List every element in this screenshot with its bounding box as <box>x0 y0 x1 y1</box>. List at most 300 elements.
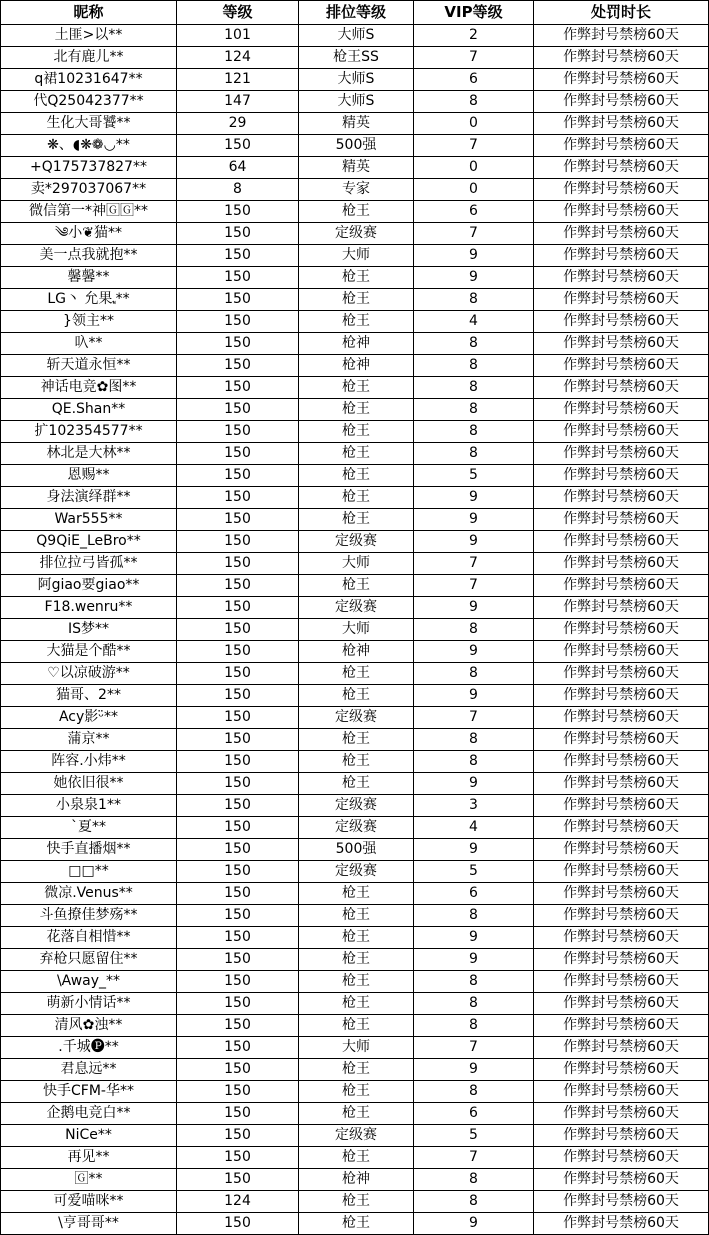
cell-name: NiCe** <box>1 1125 177 1147</box>
cell-penalty: 作弊封号禁榜60天 <box>534 47 709 69</box>
cell-name: LG丶 允果ᤫ** <box>1 289 177 311</box>
cell-name: 身法演绎群** <box>1 487 177 509</box>
cell-vip: 8 <box>414 421 534 443</box>
cell-vip: 8 <box>414 971 534 993</box>
cell-vip: 0 <box>414 179 534 201</box>
table-row <box>1 707 709 729</box>
cell-penalty: 作弊封号禁榜60天 <box>534 311 709 333</box>
cell-level: 150 <box>177 289 299 311</box>
table-row <box>1 949 709 971</box>
cell-rank: 枪神 <box>299 333 414 355</box>
cell-penalty: 作弊封号禁榜60天 <box>534 1059 709 1081</box>
table-row <box>1 1125 709 1147</box>
cell-rank: 大师S <box>299 25 414 47</box>
table-row <box>1 905 709 927</box>
table-row <box>1 1037 709 1059</box>
cell-vip: 4 <box>414 817 534 839</box>
cell-level: 150 <box>177 1081 299 1103</box>
cell-level: 150 <box>177 1037 299 1059</box>
cell-name: 神话电竞✿图** <box>1 377 177 399</box>
cell-vip: 9 <box>414 1213 534 1235</box>
cell-vip: 8 <box>414 1015 534 1037</box>
cell-rank: 枪王 <box>299 1191 414 1213</box>
cell-penalty: 作弊封号禁榜60天 <box>534 399 709 421</box>
cell-rank: 枪王 <box>299 443 414 465</box>
cell-level: 150 <box>177 927 299 949</box>
table-row <box>1 619 709 641</box>
table-row <box>1 135 709 157</box>
table-row <box>1 751 709 773</box>
cell-level: 150 <box>177 663 299 685</box>
cell-name: \亨哥哥** <box>1 1213 177 1235</box>
cell-name: 卖*297037067** <box>1 179 177 201</box>
cell-level: 150 <box>177 597 299 619</box>
cell-penalty: 作弊封号禁榜60天 <box>534 685 709 707</box>
table-row <box>1 1081 709 1103</box>
cell-level: 150 <box>177 443 299 465</box>
table-row <box>1 509 709 531</box>
cell-rank: 枪王 <box>299 751 414 773</box>
cell-rank: 枪王 <box>299 949 414 971</box>
table-row <box>1 597 709 619</box>
cell-vip: 9 <box>414 641 534 663</box>
cell-name: 北有鹿儿** <box>1 47 177 69</box>
table-row <box>1 245 709 267</box>
cell-rank: 枪王 <box>299 1147 414 1169</box>
table-row <box>1 47 709 69</box>
table-row <box>1 157 709 179</box>
table-row <box>1 1147 709 1169</box>
cell-rank: 枪王 <box>299 201 414 223</box>
cell-rank: 枪王 <box>299 663 414 685</box>
cell-rank: 定级赛 <box>299 1125 414 1147</box>
cell-penalty: 作弊封号禁榜60天 <box>534 1015 709 1037</box>
cell-name: 猫哥、2** <box>1 685 177 707</box>
cell-name: ❋、◖❋❁◡** <box>1 135 177 157</box>
cell-level: 150 <box>177 773 299 795</box>
cell-name: 快手直播烟** <box>1 839 177 861</box>
cell-vip: 5 <box>414 465 534 487</box>
cell-penalty: 作弊封号禁榜60天 <box>534 465 709 487</box>
cell-rank: 枪王 <box>299 487 414 509</box>
cell-name: 她依旧很** <box>1 773 177 795</box>
table-row <box>1 1059 709 1081</box>
cell-vip: 9 <box>414 597 534 619</box>
cell-penalty: 作弊封号禁榜60天 <box>534 1103 709 1125</box>
cell-name: 企鹅电竞白** <box>1 1103 177 1125</box>
table-row <box>1 575 709 597</box>
cell-penalty: 作弊封号禁榜60天 <box>534 1191 709 1213</box>
cell-rank: 枪王 <box>299 971 414 993</box>
cell-vip: 6 <box>414 69 534 91</box>
cell-level: 150 <box>177 619 299 641</box>
cell-penalty: 作弊封号禁榜60天 <box>534 509 709 531</box>
cell-rank: 枪王 <box>299 1015 414 1037</box>
cell-penalty: 作弊封号禁榜60天 <box>534 1037 709 1059</box>
cell-name: \Away_** <box>1 971 177 993</box>
cell-rank: 枪王 <box>299 1103 414 1125</box>
cell-penalty: 作弊封号禁榜60天 <box>534 553 709 575</box>
cell-rank: 枪王 <box>299 289 414 311</box>
cell-name: ♡以凉破游** <box>1 663 177 685</box>
cell-vip: 8 <box>414 663 534 685</box>
table-row <box>1 861 709 883</box>
cell-rank: 枪神 <box>299 1169 414 1191</box>
cell-vip: 9 <box>414 487 534 509</box>
cell-vip: 9 <box>414 839 534 861</box>
cell-penalty: 作弊封号禁榜60天 <box>534 333 709 355</box>
table-row <box>1 289 709 311</box>
cell-rank: 枪王 <box>299 575 414 597</box>
cell-vip: 8 <box>414 289 534 311</box>
cell-level: 29 <box>177 113 299 135</box>
cell-level: 150 <box>177 751 299 773</box>
cell-vip: 8 <box>414 91 534 113</box>
cell-rank: 枪王 <box>299 267 414 289</box>
cell-penalty: 作弊封号禁榜60天 <box>534 949 709 971</box>
cell-rank: 枪王 <box>299 1081 414 1103</box>
cell-vip: 3 <box>414 795 534 817</box>
cell-name: .千城🅟** <box>1 1037 177 1059</box>
cell-penalty: 作弊封号禁榜60天 <box>534 179 709 201</box>
cell-penalty: 作弊封号禁榜60天 <box>534 223 709 245</box>
cell-name: IS梦** <box>1 619 177 641</box>
cell-penalty: 作弊封号禁榜60天 <box>534 487 709 509</box>
cell-level: 150 <box>177 993 299 1015</box>
table-row <box>1 355 709 377</box>
cell-rank: 枪王 <box>299 883 414 905</box>
cell-name: 再见** <box>1 1147 177 1169</box>
cell-penalty: 作弊封号禁榜60天 <box>534 641 709 663</box>
cell-level: 101 <box>177 25 299 47</box>
cell-name: 恩赐** <box>1 465 177 487</box>
table-row <box>1 179 709 201</box>
cell-vip: 7 <box>414 135 534 157</box>
table-row <box>1 201 709 223</box>
cell-level: 150 <box>177 487 299 509</box>
cell-penalty: 作弊封号禁榜60天 <box>534 729 709 751</box>
cell-vip: 5 <box>414 861 534 883</box>
cell-name: 生化大哥饕** <box>1 113 177 135</box>
cell-level: 150 <box>177 1169 299 1191</box>
cell-name: }领主** <box>1 311 177 333</box>
cell-level: 150 <box>177 311 299 333</box>
cell-name: 阿giao要giao** <box>1 575 177 597</box>
cell-penalty: 作弊封号禁榜60天 <box>534 25 709 47</box>
cell-penalty: 作弊封号禁榜60天 <box>534 1213 709 1235</box>
table-row <box>1 487 709 509</box>
cell-rank: 精英 <box>299 157 414 179</box>
cell-penalty: 作弊封号禁榜60天 <box>534 861 709 883</box>
cell-level: 150 <box>177 553 299 575</box>
cell-vip: 7 <box>414 47 534 69</box>
cell-penalty: 作弊封号禁榜60天 <box>534 971 709 993</box>
cell-rank: 枪王 <box>299 1213 414 1235</box>
cell-rank: 大师 <box>299 619 414 641</box>
cell-vip: 8 <box>414 993 534 1015</box>
cell-vip: 8 <box>414 443 534 465</box>
table-row <box>1 839 709 861</box>
table-row <box>1 223 709 245</box>
cell-name: 君息远** <box>1 1059 177 1081</box>
cell-level: 150 <box>177 949 299 971</box>
cell-vip: 4 <box>414 311 534 333</box>
cell-level: 150 <box>177 905 299 927</box>
cell-vip: 9 <box>414 773 534 795</box>
header-rank: 排位等级 <box>299 1 414 25</box>
cell-level: 8 <box>177 179 299 201</box>
cell-penalty: 作弊封号禁榜60天 <box>534 201 709 223</box>
cell-level: 150 <box>177 971 299 993</box>
cell-level: 150 <box>177 267 299 289</box>
cell-penalty: 作弊封号禁榜60天 <box>534 1147 709 1169</box>
cell-name: 大猫是个酷** <box>1 641 177 663</box>
cell-vip: 8 <box>414 619 534 641</box>
cell-vip: 6 <box>414 201 534 223</box>
table-row <box>1 795 709 817</box>
table-row <box>1 443 709 465</box>
cell-rank: 枪王 <box>299 685 414 707</box>
header-row <box>1 1 709 25</box>
cell-rank: 大师 <box>299 1037 414 1059</box>
cell-rank: 500强 <box>299 839 414 861</box>
cell-vip: 2 <box>414 25 534 47</box>
cell-rank: 大师S <box>299 91 414 113</box>
table-row <box>1 883 709 905</box>
cell-level: 150 <box>177 839 299 861</box>
cell-penalty: 作弊封号禁榜60天 <box>534 91 709 113</box>
cell-vip: 9 <box>414 531 534 553</box>
cell-level: 150 <box>177 1015 299 1037</box>
cell-level: 124 <box>177 47 299 69</box>
cell-level: 150 <box>177 135 299 157</box>
table-row <box>1 685 709 707</box>
cell-vip: 7 <box>414 707 534 729</box>
cell-vip: 7 <box>414 553 534 575</box>
table-row <box>1 69 709 91</box>
cell-name: Q9QiE_LeBro** <box>1 531 177 553</box>
cell-penalty: 作弊封号禁榜60天 <box>534 927 709 949</box>
cell-rank: 500强 <box>299 135 414 157</box>
cell-name: 斩天道永恒** <box>1 355 177 377</box>
cell-vip: 9 <box>414 267 534 289</box>
cell-level: 150 <box>177 201 299 223</box>
table-row <box>1 1169 709 1191</box>
cell-name: 斗鱼撩佳梦殇** <box>1 905 177 927</box>
cell-penalty: 作弊封号禁榜60天 <box>534 355 709 377</box>
cell-rank: 定级赛 <box>299 861 414 883</box>
cell-penalty: 作弊封号禁榜60天 <box>534 597 709 619</box>
table-row <box>1 399 709 421</box>
table-row <box>1 993 709 1015</box>
cell-level: 150 <box>177 223 299 245</box>
cell-rank: 枪王 <box>299 729 414 751</box>
cell-rank: 定级赛 <box>299 597 414 619</box>
cell-vip: 8 <box>414 751 534 773</box>
cell-name: 馨馨** <box>1 267 177 289</box>
cell-level: 150 <box>177 1147 299 1169</box>
cell-penalty: 作弊封号禁榜60天 <box>534 267 709 289</box>
cell-vip: 5 <box>414 1125 534 1147</box>
cell-name: 美一点我就抱** <box>1 245 177 267</box>
cell-level: 150 <box>177 245 299 267</box>
cell-penalty: 作弊封号禁榜60天 <box>534 751 709 773</box>
cell-name: 扩102354577** <box>1 421 177 443</box>
cell-level: 150 <box>177 795 299 817</box>
cell-vip: 8 <box>414 1191 534 1213</box>
cell-rank: 枪王 <box>299 993 414 1015</box>
header-penalty: 处罚时长 <box>534 1 709 25</box>
cell-vip: 0 <box>414 113 534 135</box>
cell-vip: 8 <box>414 905 534 927</box>
cell-rank: 枪王 <box>299 927 414 949</box>
cell-name: 快手CFM-华** <box>1 1081 177 1103</box>
cell-level: 150 <box>177 531 299 553</box>
cell-vip: 7 <box>414 575 534 597</box>
cell-name: 林北是大林** <box>1 443 177 465</box>
cell-level: 150 <box>177 575 299 597</box>
cell-level: 150 <box>177 861 299 883</box>
cell-level: 150 <box>177 355 299 377</box>
cell-rank: 大师S <box>299 69 414 91</box>
table-row <box>1 553 709 575</box>
cell-penalty: 作弊封号禁榜60天 <box>534 619 709 641</box>
table-row <box>1 333 709 355</box>
cell-penalty: 作弊封号禁榜60天 <box>534 993 709 1015</box>
table-row <box>1 377 709 399</box>
cell-vip: 7 <box>414 1037 534 1059</box>
cell-name: 阵容.小炜** <box>1 751 177 773</box>
cell-name: Acy影ᵕ̈** <box>1 707 177 729</box>
cell-rank: 枪王 <box>299 1059 414 1081</box>
cell-vip: 9 <box>414 245 534 267</box>
header-level: 等级 <box>177 1 299 25</box>
table-row <box>1 641 709 663</box>
table-row <box>1 817 709 839</box>
cell-level: 150 <box>177 1125 299 1147</box>
cell-vip: 9 <box>414 1059 534 1081</box>
cell-rank: 枪王 <box>299 773 414 795</box>
cell-vip: 7 <box>414 1147 534 1169</box>
cell-vip: 6 <box>414 883 534 905</box>
cell-rank: 枪王 <box>299 905 414 927</box>
cell-vip: 8 <box>414 399 534 421</box>
cell-penalty: 作弊封号禁榜60天 <box>534 135 709 157</box>
cell-name: +Q175737827** <box>1 157 177 179</box>
cell-vip: 9 <box>414 949 534 971</box>
cell-level: 150 <box>177 685 299 707</box>
cell-penalty: 作弊封号禁榜60天 <box>534 663 709 685</box>
cell-penalty: 作弊封号禁榜60天 <box>534 1125 709 1147</box>
cell-level: 121 <box>177 69 299 91</box>
cell-penalty: 作弊封号禁榜60天 <box>534 289 709 311</box>
cell-vip: 9 <box>414 685 534 707</box>
cell-name: ༄小❦猫** <box>1 223 177 245</box>
cell-level: 124 <box>177 1191 299 1213</box>
table-row <box>1 927 709 949</box>
cell-rank: 专家 <box>299 179 414 201</box>
cell-penalty: 作弊封号禁榜60天 <box>534 157 709 179</box>
cell-level: 147 <box>177 91 299 113</box>
cell-vip: 9 <box>414 927 534 949</box>
table-row <box>1 663 709 685</box>
cell-name: 萌新小情话** <box>1 993 177 1015</box>
cell-rank: 定级赛 <box>299 707 414 729</box>
cell-name: 叺** <box>1 333 177 355</box>
cell-rank: 枪王 <box>299 399 414 421</box>
cell-penalty: 作弊封号禁榜60天 <box>534 421 709 443</box>
cell-level: 150 <box>177 883 299 905</box>
table-row <box>1 267 709 289</box>
cell-rank: 枪王 <box>299 421 414 443</box>
cell-rank: 大师 <box>299 245 414 267</box>
cell-name: 🄶** <box>1 1169 177 1191</box>
cell-penalty: 作弊封号禁榜60天 <box>534 575 709 597</box>
cell-rank: 定级赛 <box>299 531 414 553</box>
table-row <box>1 971 709 993</box>
table-row <box>1 465 709 487</box>
cell-name: □□** <box>1 861 177 883</box>
cell-level: 150 <box>177 377 299 399</box>
cell-name: q裙10231647** <box>1 69 177 91</box>
cell-rank: 枪神 <box>299 641 414 663</box>
header-vip: VIP等级 <box>414 1 534 25</box>
table-row <box>1 773 709 795</box>
cell-vip: 0 <box>414 157 534 179</box>
cell-level: 150 <box>177 333 299 355</box>
cell-name: 可爱喵咪** <box>1 1191 177 1213</box>
cell-level: 150 <box>177 729 299 751</box>
cell-name: War555** <box>1 509 177 531</box>
cell-rank: 定级赛 <box>299 795 414 817</box>
cell-name: 小泉泉1** <box>1 795 177 817</box>
cell-rank: 枪王 <box>299 377 414 399</box>
table-row <box>1 25 709 47</box>
table-row <box>1 113 709 135</box>
cell-level: 150 <box>177 399 299 421</box>
cell-level: 150 <box>177 509 299 531</box>
table-row <box>1 531 709 553</box>
table-row <box>1 1191 709 1213</box>
cell-vip: 8 <box>414 729 534 751</box>
cell-vip: 8 <box>414 333 534 355</box>
cell-level: 150 <box>177 1103 299 1125</box>
cell-vip: 7 <box>414 223 534 245</box>
cell-name: `夏** <box>1 817 177 839</box>
cell-rank: 枪王 <box>299 465 414 487</box>
table-row <box>1 1213 709 1235</box>
cell-level: 150 <box>177 641 299 663</box>
table-row <box>1 729 709 751</box>
cell-name: F18.wenru** <box>1 597 177 619</box>
cell-name: 排位拉弓皆孤** <box>1 553 177 575</box>
cell-name: 蒲京** <box>1 729 177 751</box>
cell-penalty: 作弊封号禁榜60天 <box>534 245 709 267</box>
cell-name: 微信第一*神🄶🄶** <box>1 201 177 223</box>
table-row <box>1 1103 709 1125</box>
cell-level: 150 <box>177 1213 299 1235</box>
cell-rank: 枪神 <box>299 355 414 377</box>
cell-rank: 枪王SS <box>299 47 414 69</box>
cell-penalty: 作弊封号禁榜60天 <box>534 443 709 465</box>
cell-penalty: 作弊封号禁榜60天 <box>534 839 709 861</box>
cell-vip: 8 <box>414 1081 534 1103</box>
cell-level: 150 <box>177 707 299 729</box>
cell-vip: 6 <box>414 1103 534 1125</box>
cell-penalty: 作弊封号禁榜60天 <box>534 531 709 553</box>
cell-penalty: 作弊封号禁榜60天 <box>534 795 709 817</box>
cell-rank: 大师 <box>299 553 414 575</box>
